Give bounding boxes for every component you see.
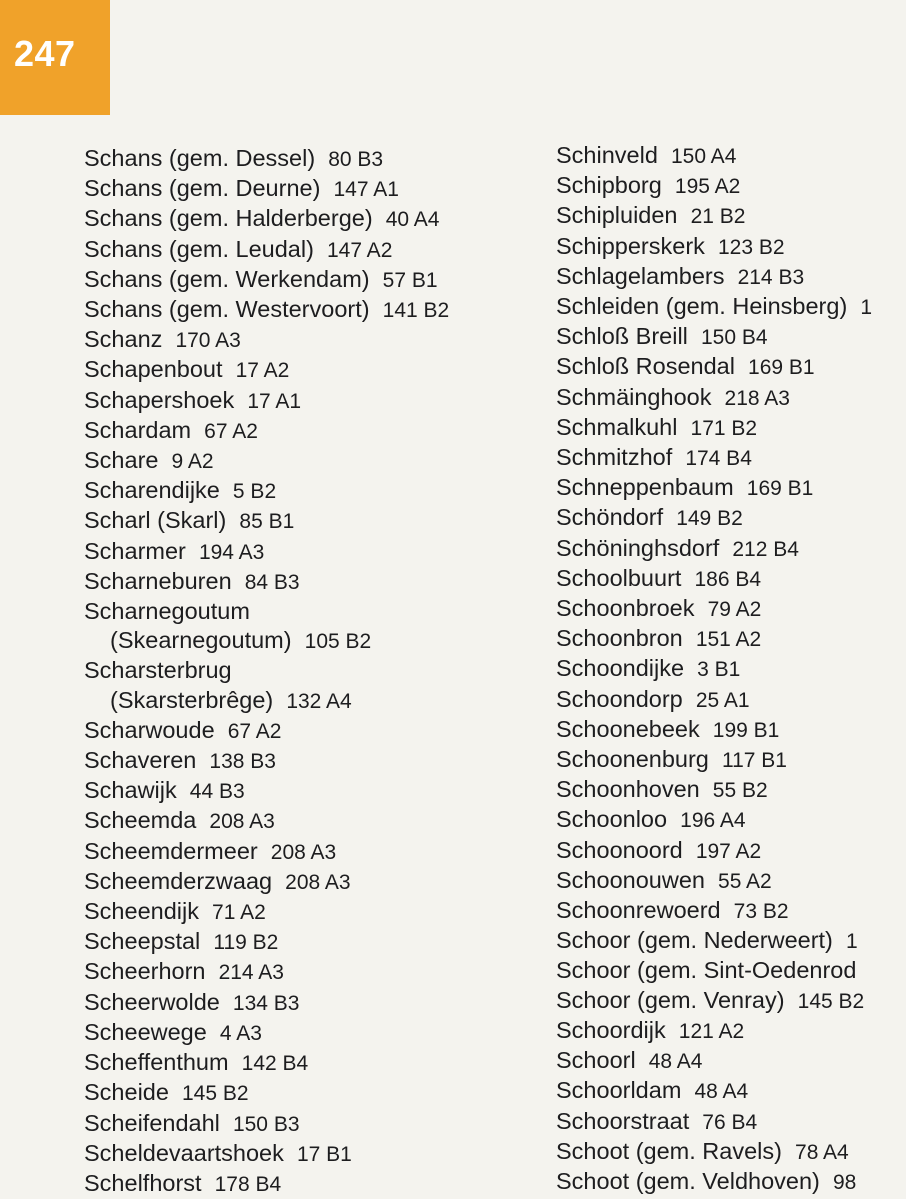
place-name: Schoor (gem. Venray) [556, 986, 785, 1013]
map-reference: 151 A2 [695, 628, 762, 652]
place-name: Schipperskerk [556, 232, 705, 259]
map-reference: 194 A3 [198, 540, 265, 564]
place-name: Schelfhorst [84, 1169, 202, 1196]
index-entry [556, 1076, 906, 1106]
index-entry [84, 265, 449, 295]
index-entry [556, 836, 906, 866]
index-entry [84, 355, 449, 385]
place-name: Scheffenthum [84, 1049, 229, 1076]
index-entry [84, 446, 449, 476]
place-name: Schanz [84, 326, 163, 353]
index-entry [556, 775, 906, 805]
place-name: Scheewege [84, 1018, 207, 1045]
map-reference: 132 A4 [286, 689, 352, 713]
map-reference: 44 B3 [189, 780, 245, 804]
map-reference: 76 B4 [702, 1110, 758, 1134]
place-name: Schoonoord [556, 836, 683, 863]
map-reference: 214 A3 [218, 961, 284, 985]
page-number-tab [0, 0, 110, 115]
alternate-name: (Skarsterbrêge) [110, 686, 274, 713]
index-entry [84, 204, 449, 234]
map-reference: 67 A2 [227, 719, 282, 743]
place-name: Schöninghsdorf [556, 534, 720, 561]
index-entry [84, 957, 449, 987]
map-reference: 196 A4 [680, 809, 746, 833]
map-reference: 17 A2 [235, 359, 290, 383]
place-name: Scheemderzwaag [84, 867, 273, 894]
place-name: Schoonenburg [556, 746, 709, 773]
map-reference: 55 B2 [712, 779, 768, 803]
place-name: Scharl (Skarl) [84, 507, 227, 534]
index-entry [556, 866, 906, 896]
map-reference: 85 B1 [239, 510, 295, 534]
map-reference: 48 A4 [648, 1050, 703, 1074]
map-reference: 150 B3 [232, 1112, 300, 1136]
place-name: Schöndorf [556, 504, 664, 531]
place-name: Scharmer [84, 537, 186, 564]
index-entry [84, 506, 449, 536]
map-reference: 5 B2 [232, 480, 277, 504]
index-entry [84, 1078, 449, 1108]
place-name: Schoonhoven [556, 776, 700, 803]
index-entry [84, 597, 449, 656]
place-name: Schoonebeek [556, 715, 700, 742]
index-entry [84, 746, 449, 776]
index-entry [556, 624, 906, 654]
map-reference: 73 B2 [733, 900, 789, 924]
place-name: Schmitzhof [556, 444, 673, 471]
map-reference: 197 A2 [695, 839, 762, 863]
place-name: Schapershoek [84, 386, 235, 413]
place-name: Schoonrewoerd [556, 897, 721, 924]
index-entry [556, 564, 906, 594]
place-name: Scheerwolde [84, 988, 220, 1015]
index-entry [556, 715, 906, 745]
map-reference: 3 B1 [697, 658, 741, 682]
place-name: Schoot (gem. Veldhoven) [556, 1167, 820, 1194]
place-name: Schoordijk [556, 1016, 666, 1043]
index-entry [556, 262, 906, 292]
index-entry [84, 897, 449, 927]
index-entry [556, 956, 906, 985]
place-name: Scharwoude [84, 716, 215, 743]
index-entry [84, 1018, 449, 1048]
index-entry [84, 837, 449, 867]
map-reference: 174 B4 [685, 447, 752, 471]
place-name: Schipborg [556, 172, 662, 199]
place-name: Schardam [84, 416, 192, 443]
map-reference: 138 B3 [209, 750, 276, 774]
map-reference: 170 A3 [175, 329, 241, 353]
place-name: Scheldevaartshoek [84, 1139, 284, 1166]
index-entry [84, 537, 449, 567]
index-entry [556, 654, 906, 684]
index-entry [84, 174, 449, 204]
map-reference: 142 B4 [241, 1052, 309, 1076]
index-entry [84, 567, 449, 597]
map-reference: 98 [832, 1170, 857, 1194]
index-entry [84, 927, 449, 957]
place-name: Schoonbron [556, 625, 683, 652]
map-reference: 145 B2 [182, 1082, 249, 1106]
index-entry [556, 685, 906, 715]
map-reference: 71 A2 [212, 901, 266, 925]
place-name: Schans (gem. Dessel) [84, 145, 316, 171]
map-reference: 150 B4 [700, 326, 768, 350]
index-entry [556, 292, 906, 322]
index-entry [84, 806, 449, 836]
place-name: Scharendijke [84, 477, 220, 504]
place-name: Schans (gem. Halderberge) [84, 205, 373, 232]
index-entry [556, 745, 906, 775]
map-reference: 121 A2 [678, 1019, 745, 1043]
index-entry [556, 1167, 906, 1197]
map-reference: 141 B2 [382, 299, 450, 323]
index-entry [84, 867, 449, 897]
map-reference: 195 A2 [674, 175, 741, 199]
index-entry [556, 1107, 906, 1137]
map-reference: 134 B3 [232, 991, 300, 1015]
map-reference: 214 B3 [737, 265, 805, 289]
place-name: Schans (gem. Werkendam) [84, 265, 370, 292]
place-name: Scheemdermeer [84, 837, 258, 864]
map-reference: 1 [845, 930, 858, 954]
index-entry [556, 443, 906, 473]
place-name: Schoorldam [556, 1077, 682, 1104]
place-name: Scheepstal [84, 928, 201, 955]
map-reference: 208 A3 [209, 810, 275, 834]
index-entry [84, 1139, 449, 1169]
index-entry [84, 1109, 449, 1139]
place-name: Schapenbout [84, 356, 223, 383]
map-reference: 55 A2 [718, 869, 772, 893]
place-name: Schoonbroek [556, 595, 695, 622]
place-name: Schleiden (gem. Heinsberg) [556, 293, 848, 320]
map-reference: 149 B2 [676, 507, 743, 531]
map-reference: 218 A3 [724, 386, 790, 410]
index-entry [556, 1137, 906, 1167]
map-reference: 178 B4 [214, 1172, 282, 1196]
map-reference: 40 A4 [385, 208, 440, 232]
index-entry [84, 235, 449, 265]
map-reference: 79 A2 [707, 598, 762, 622]
map-reference: 169 B1 [748, 356, 815, 380]
index-entry [84, 416, 449, 446]
index-entry [556, 171, 906, 201]
place-name: Scheifendahl [84, 1109, 220, 1136]
map-reference: 208 A3 [285, 870, 351, 894]
map-reference: 48 A4 [694, 1080, 749, 1104]
map-reference: 150 A4 [670, 145, 737, 168]
index-entry [556, 232, 906, 262]
map-reference: 145 B2 [797, 989, 865, 1013]
place-name: Schoor (gem. Nederweert) [556, 927, 833, 954]
index-entry [84, 325, 449, 355]
index-entry [556, 141, 906, 171]
map-reference: 78 A4 [795, 1140, 849, 1164]
place-name: Schawijk [84, 777, 177, 804]
index-entry [556, 383, 906, 413]
place-name: Schoolbuurt [556, 564, 682, 591]
alternate-name: (Skearnegoutum) [110, 627, 292, 654]
map-reference: 17 A1 [247, 389, 302, 413]
map-reference: 17 B1 [296, 1142, 352, 1166]
index-entry [84, 144, 449, 174]
place-name: Schans (gem. Deurne) [84, 175, 321, 202]
place-name: Schinveld [556, 142, 658, 168]
place-name: Schans (gem. Westervoort) [84, 296, 370, 323]
index-entry [84, 988, 449, 1018]
map-reference: 21 B2 [690, 205, 746, 229]
index-entry [556, 896, 906, 926]
index-entry [84, 1048, 449, 1078]
index-entry [556, 986, 906, 1016]
index-entry [556, 1046, 906, 1076]
map-reference: 199 B1 [712, 718, 780, 742]
place-name: Scheemda [84, 807, 197, 834]
place-name: Scharsterbrug [84, 657, 232, 684]
place-name: Schoondorp [556, 685, 683, 712]
place-name: Schmäinghook [556, 383, 712, 410]
map-reference: 147 A1 [333, 178, 399, 202]
index-entry [84, 776, 449, 806]
map-reference: 80 B3 [328, 148, 384, 171]
place-name: Scheide [84, 1079, 169, 1106]
page-number: 247 [14, 32, 76, 74]
place-name: Scharnegoutum [84, 598, 250, 625]
map-reference: 9 A2 [171, 450, 214, 474]
index-column-right [556, 141, 906, 1197]
map-reference: 171 B2 [690, 416, 758, 440]
map-reference: 57 B1 [382, 268, 438, 292]
place-name: Schoonouwen [556, 866, 705, 893]
index-entry [556, 594, 906, 624]
index-entry [556, 926, 906, 956]
place-name-continuation [84, 686, 449, 716]
place-name: Schoonloo [556, 806, 668, 833]
place-name: Schloß Rosendal [556, 353, 735, 380]
place-name: Schneppenbaum [556, 474, 734, 501]
map-reference: 208 A3 [270, 840, 337, 864]
place-name: Schans (gem. Leudal) [84, 235, 314, 262]
map-reference: 84 B3 [244, 570, 300, 594]
place-name: Schare [84, 447, 159, 474]
map-reference: 105 B2 [304, 630, 372, 654]
place-name: Scheendijk [84, 898, 199, 925]
place-name: Schmalkuhl [556, 413, 678, 440]
index-entry [84, 1169, 449, 1199]
index-entry [84, 295, 449, 325]
place-name: Schoorl [556, 1047, 636, 1074]
place-name: Schoot (gem. Ravels) [556, 1137, 782, 1164]
index-entry [556, 322, 906, 352]
index-entry [84, 716, 449, 746]
index-entry [84, 656, 449, 715]
map-reference: 186 B4 [694, 567, 762, 591]
place-name: Schipluiden [556, 202, 678, 229]
place-name: Schaveren [84, 747, 197, 774]
index-entry [556, 534, 906, 564]
place-name-continuation [84, 626, 449, 656]
map-reference: 1 [860, 296, 873, 320]
place-name: Schoor (gem. Sint-Oedenrod [556, 957, 857, 984]
place-name: Schoondijke [556, 655, 685, 682]
map-reference: 169 B1 [746, 477, 814, 501]
map-reference: 4 A3 [219, 1021, 262, 1045]
index-column-left [84, 144, 449, 1199]
index-entry [84, 476, 449, 506]
place-name: Scharneburen [84, 567, 232, 594]
map-reference: 119 B2 [213, 931, 279, 955]
map-reference: 25 A1 [695, 688, 750, 712]
index-entry [556, 503, 906, 533]
index-entry [556, 473, 906, 503]
index-entry [556, 1016, 906, 1046]
place-name: Scheerhorn [84, 958, 206, 985]
place-name: Schoorstraat [556, 1107, 690, 1134]
place-name: Schlagelambers [556, 262, 725, 289]
map-reference: 117 B1 [721, 749, 787, 773]
index-entry [556, 201, 906, 231]
index-entry [84, 386, 449, 416]
index-entry [556, 413, 906, 443]
map-reference: 123 B2 [717, 235, 785, 259]
map-reference: 212 B4 [732, 537, 799, 561]
map-reference: 147 A2 [326, 238, 393, 262]
map-reference: 67 A2 [204, 419, 258, 443]
index-entry [556, 805, 906, 835]
index-entry [556, 352, 906, 382]
place-name: Schloß Breill [556, 323, 688, 350]
